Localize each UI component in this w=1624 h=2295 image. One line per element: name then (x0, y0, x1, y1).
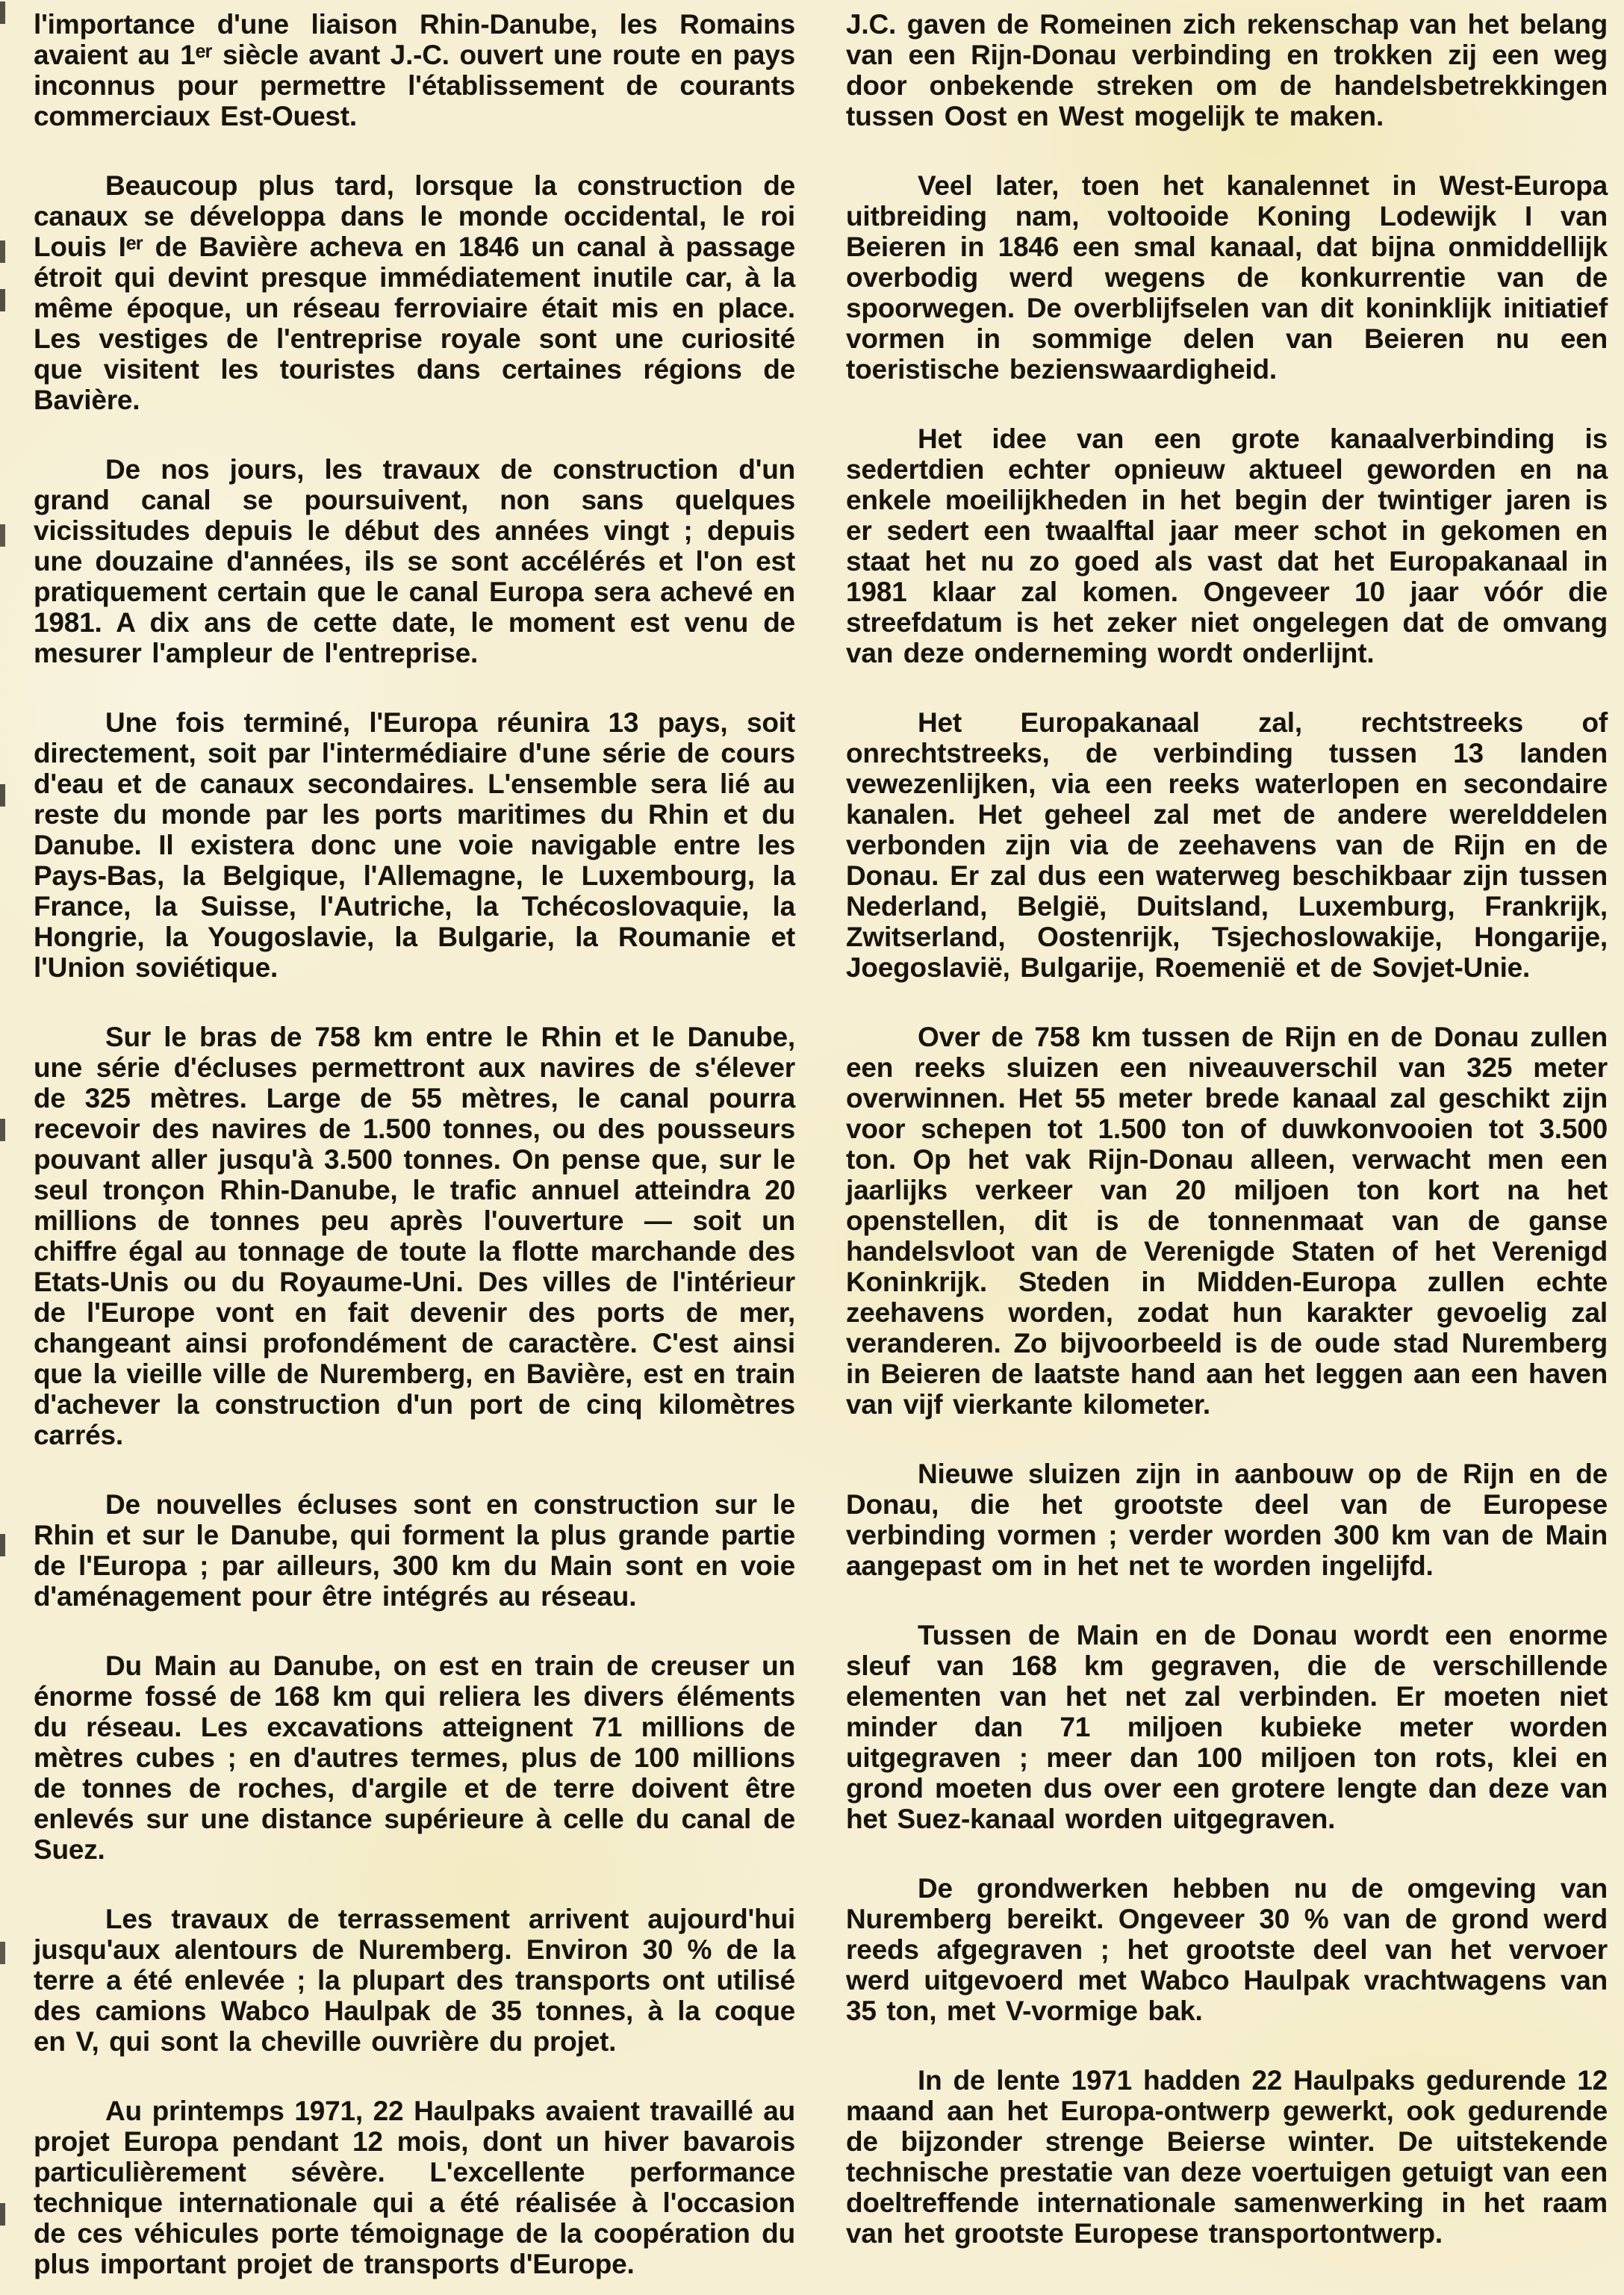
paragraph: Nieuwe sluizen zijn in aanbouw op de Rijn en de Donau, die het grootste deel van de Europese verbinding vormen ; verder worden 300 km van de Main aangepast om in het net te worden ingelijfd. (846, 1459, 1608, 1581)
paragraph: Het idee van een grote kanaalverbinding is sedertdien echter opnieuw aktueel geworden en na enkele moeilijkheden in het begin der twintiger jaren is er sedert een twaalftal jaar meer schot in gekomen en staat het nu zo goed als vast dat het Europakanaal in 1981 klaar zal komen. Ongeveer 10 jaar vóór die streefdatum is het zeker niet ongelegen dat de omvang van deze onderneming wordt onderlijnt. (846, 423, 1608, 668)
column-dutch (846, 9, 1608, 2279)
paragraph: Veel later, toen het kanalennet in West-Europa uitbreiding nam, voltooide Koning Lodewijk I van Beieren in 1846 een smal kanaal, dat bijna onmiddellijk overbodig werd wegens de konkurrentie van de spoorwegen. De overblijfselen van dit koninklijk initiatief vormen in sommige delen van Beieren nu een toeristische bezienswaardigheid. (846, 170, 1608, 385)
paragraph: Over de 758 km tussen de Rijn en de Donau zullen een reeks sluizen een niveauverschil van 325 meter overwinnen. Het 55 meter brede kanaal zal geschikt zijn voor schepen tot 1.500 ton of duwkonvooien tot 3.500 ton. Op het vak Rijn-Donau alleen, verwacht men een jaarlijks verkeer van 20 miljoen ton kort na het openstellen, dit is de tonnenmaat van de ganse handelsvloot van de Verenigde Staten of het Verenigd Koninkrijk. Steden in Midden-Europa zullen echte zeehavens worden, zodat hun karakter gevoelig zal veranderen. Zo bijvoorbeeld is de oude stad Nuremberg in Beieren de laatste hand aan het leggen aan een haven van vijf vierkante kilometer. (846, 1022, 1608, 1420)
paragraph: Het Europakanaal zal, rechtstreeks of onrechtstreeks, de verbinding tussen 13 landen vewezenlijken, via een reeks waterlopen en secondaire kanalen. Het geheel zal met de andere werelddelen verbonden zijn via de zeehavens van de Rijn en de Donau. Er zal dus een waterweg beschikbaar zijn tussen Nederland, België, Duitsland, Luxemburg, Frankrijk, Zwitserland, Oostenrijk, Tsjechoslowakije, Hongarije, Joegoslavië, Bulgarije, Roemenië et de Sovjet-Unie. (846, 707, 1608, 983)
paragraph: Tussen de Main en de Donau wordt een enorme sleuf van 168 km gegraven, die de verschillende elementen van het net zal verbinden. Er moeten niet minder dan 71 miljoen kubieke meter worden uitgegraven ; meer dan 100 miljoen ton rots, klei en grond moeten dus over een grotere lengte dan deze van het Suez-kanaal worden uitgegraven. (846, 1620, 1608, 1834)
paragraph: Au printemps 1971, 22 Haulpaks avaient travaillé au projet Europa pendant 12 mois, dont un hiver bavarois particulièrement sévère. L'excellente performance technique internationale qui a été réalisée à l'occasion de ces véhicules porte témoignage de la coopération du plus important projet de transports d'Europe. (34, 2096, 795, 2279)
paragraph: Sur le bras de 758 km entre le Rhin et le Danube, une série d'écluses permettront aux navires de s'élever de 325 mètres. Large de 55 mètres, le canal pourra recevoir des navires de 1.500 tonnes, ou des pousseurs pouvant aller jusqu'à 3.500 tonnes. On pense que, sur le seul tronçon Rhin-Danube, le trafic annuel atteindra 20 millions de tonnes peu après l'ouverture — soit un chiffre égal au tonnage de toute la flotte marchande des Etats-Unis ou du Royaume-Uni. Des villes de l'intérieur de l'Europe vont en fait devenir des ports de mer, changeant ainsi profondément de caractère. C'est ainsi que la vieille ville de Nuremberg, en Bavière, est en train d'achever la construction d'un port de cinq kilomètres carrés. (34, 1022, 795, 1450)
paragraph: Du Main au Danube, on est en train de creuser un énorme fossé de 168 km qui reliera les divers éléments du réseau. Les excavations atteignent 71 millions de mètres cubes ; en d'autres termes, plus de 100 millions de tonnes de roches, d'argile et de terre doivent être enlevés sur une distance supérieure à celle du canal de Suez. (34, 1650, 795, 1865)
paragraph: In de lente 1971 hadden 22 Haulpaks gedurende 12 maand aan het Europa-ontwerp gewerkt, ook gedurende de bijzonder strenge Beierse winter. De uitstekende technische prestatie van deze voertuigen getuigt van een doeltreffende internationale samenwerking in het raam van het grootste Europese transportontwerp. (846, 2065, 1608, 2249)
paragraph: De nos jours, les travaux de construction d'un grand canal se poursuivent, non sans quelques vicissitudes depuis le début des années vingt ; depuis une douzaine d'années, ils se sont accélérés et l'on est pratiquement certain que le canal Europa sera achevé en 1981. A dix ans de cette date, le moment est venu de mesurer l'ampleur de l'entreprise. (34, 454, 795, 668)
paragraph: De nouvelles écluses sont en construction sur le Rhin et sur le Danube, qui forment la plus grande partie de l'Europa ; par ailleurs, 300 km du Main sont en voie d'aménagement pour être intégrés au réseau. (34, 1489, 795, 1612)
paragraph: Une fois terminé, l'Europa réunira 13 pays, soit directement, soit par l'intermédiaire d'une série de cours d'eau et de canaux secondaires. L'ensemble sera lié au reste du monde par les ports maritimes du Rhin et du Danube. Il existera donc une voie navigable entre les Pays-Bas, la Belgique, l'Allemagne, le Luxembourg, la France, la Suisse, l'Autriche, la Tchécoslovaquie, la Hongrie, la Yougoslavie, la Bulgarie, la Roumanie et l'Union soviétique. (34, 707, 795, 983)
paragraph: Les travaux de terrassement arrivent aujourd'hui jusqu'aux alentours de Nuremberg. Environ 30 % de la terre a été enlevée ; la plupart des transports ont utilisé des camions Wabco Haulpak de 35 tonnes, à la coque en V, qui sont la cheville ouvrière du projet. (34, 1904, 795, 2057)
paragraph: J.C. gaven de Romeinen zich rekenschap van het belang van een Rijn-Donau verbinding en trokken zij een weg door onbekende streken om de handelsbetrekkingen tussen Oost en West mogelijk te maken. (846, 9, 1608, 131)
paragraph: l'importance d'une liaison Rhin-Danube, les Romains avaient au 1ᵉʳ siècle avant J.-C. ouvert une route en pays inconnus pour permettre l'établissement de courants commerciaux Est-Ouest. (34, 9, 795, 131)
paragraph: De grondwerken hebben nu de omgeving van Nuremberg bereikt. Ongeveer 30 % van de grond werd reeds afgegraven ; het grootste deel van het vervoer werd uitgevoerd met Wabco Haulpak vrachtwagens van 35 ton, met V-vormige bak. (846, 1873, 1608, 2026)
scan-edge-artifacts (0, 1, 5, 24)
paragraph: Beaucoup plus tard, lorsque la construction de canaux se développa dans le monde occidental, le roi Louis Iᵉʳ de Bavière acheva en 1846 un canal à passage étroit qui devint presque immédiatement inutile car, à la même époque, un réseau ferroviaire était mis en place. Les vestiges de l'entreprise royale sont une curiosité que visitent les touristes dans certaines régions de Bavière. (34, 170, 795, 415)
column-french (34, 9, 795, 2279)
